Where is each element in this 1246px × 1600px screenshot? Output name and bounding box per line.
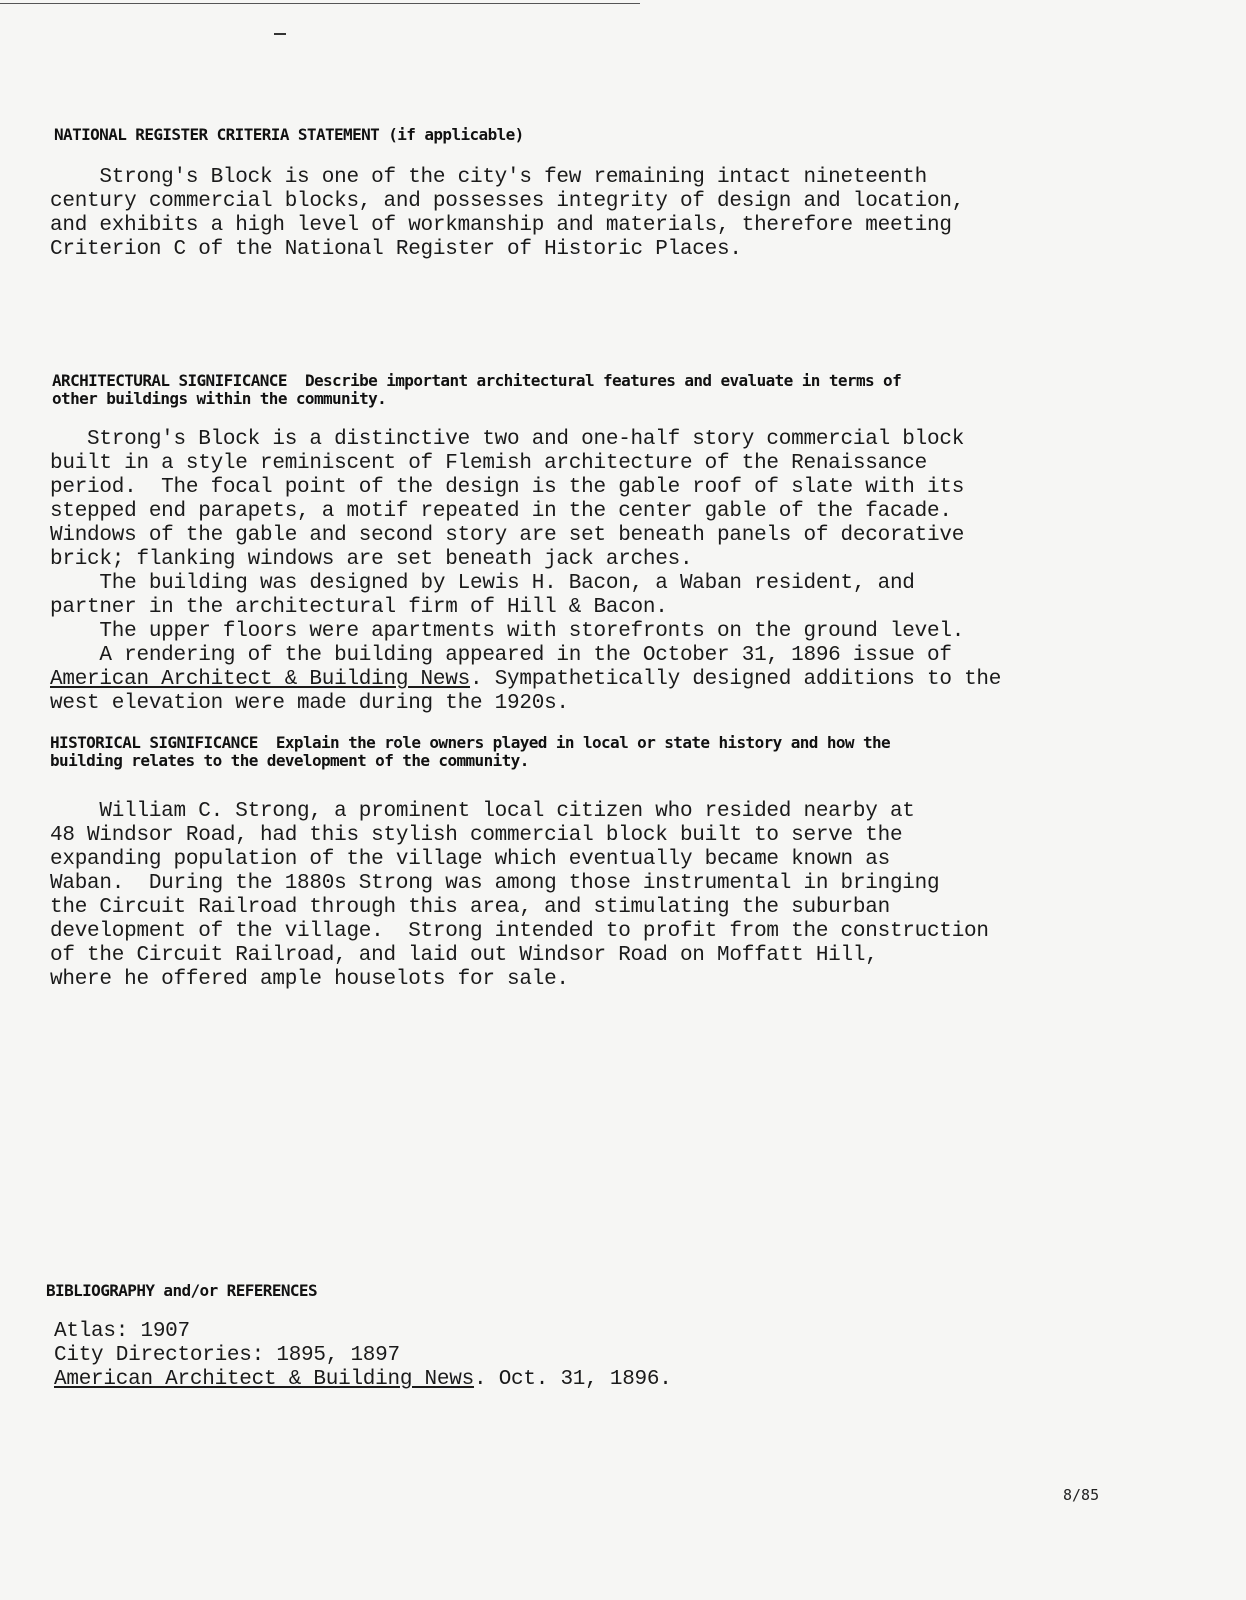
criteria-line: and exhibits a high level of workmanship and materials, therefore meeting [50, 214, 952, 237]
criteria-line: Criterion C of the National Register of Historic Places. [50, 238, 742, 261]
architectural-heading: ARCHITECTURAL SIGNIFICANCE [52, 371, 287, 390]
architectural-line: The upper floors were apartments with storefronts on the ground level. [50, 620, 965, 643]
scan-mark [274, 33, 286, 35]
historical-line: William C. Strong, a prominent local citizen who resided nearby at [50, 800, 915, 823]
historical-paragraph [50, 800, 989, 992]
criteria-paragraph [50, 166, 964, 262]
historical-line: Waban. During the 1880s Strong was among those instrumental in bringing [50, 872, 940, 895]
architectural-heading-note-2: other buildings within the community. [52, 389, 387, 408]
bibliography-entry [54, 1368, 672, 1392]
historical-line: 48 Windsor Road, had this stylish commercial block built to serve the [50, 824, 903, 847]
architectural-line: brick; flanking windows are set beneath jack arches. [50, 548, 693, 571]
historical-heading: HISTORICAL SIGNIFICANCE [50, 733, 258, 752]
historical-heading-note-2: building relates to the development of the community. [50, 751, 529, 770]
historical-line: the Circuit Railroad through this area, and stimulating the suburban [50, 896, 890, 919]
historical-line: development of the village. Strong intended to profit from the construction [50, 920, 989, 943]
bibliography-entry: Atlas: 1907 [54, 1320, 190, 1343]
historical-line: of the Circuit Railroad, and laid out Windsor Road on Moffatt Hill, [50, 944, 878, 967]
architectural-line: partner in the architectural firm of Hill & Bacon. [50, 596, 668, 619]
architectural-line: Windows of the gable and second story are set beneath panels of decorative [50, 524, 965, 547]
architectural-heading-note: Describe important architectural features and evaluate in terms of [304, 371, 902, 390]
scan-edge-line [0, 3, 640, 4]
bibliography-entry-rest: . Oct. 31, 1896. [473, 1368, 672, 1391]
historical-heading-note: Explain the role owners played in local or state history and how the [275, 733, 891, 752]
criteria-heading: NATIONAL REGISTER CRITERIA STATEMENT (if applicable) [54, 125, 524, 144]
page-number: 8/85 [1063, 1486, 1100, 1504]
architectural-paragraph [50, 428, 1001, 716]
architectural-line-11 [50, 668, 1001, 692]
architectural-line: stepped end parapets, a motif repeated in the center gable of the facade. [50, 500, 952, 523]
historical-line: expanding population of the village which eventually became known as [50, 848, 890, 871]
bibliography-heading: BIBLIOGRAPHY and/or REFERENCES [46, 1281, 317, 1300]
architectural-line: Strong's Block is a distinctive two and one-half story commercial block [50, 428, 965, 451]
criteria-line: century commercial blocks, and possesses integrity of design and location, [50, 190, 965, 213]
architectural-line: built in a style reminiscent of Flemish architecture of the Renaissance [50, 452, 927, 475]
architectural-line: period. The focal point of the design is the gable roof of slate with its [50, 476, 965, 499]
architectural-line: The building was designed by Lewis H. Bacon, a Waban resident, and [50, 572, 915, 595]
bibliography-entry: City Directories: 1895, 1897 [54, 1344, 400, 1367]
architectural-line: A rendering of the building appeared in the October 31, 1896 issue of [50, 644, 952, 667]
criteria-line: Strong's Block is one of the city's few remaining intact nineteenth [50, 166, 927, 189]
historical-heading-block [50, 734, 890, 752]
architectural-heading-block [52, 372, 901, 390]
bibliography-list [54, 1320, 672, 1392]
publication-title: American Architect & Building News [50, 668, 470, 691]
historical-line: where he offered ample houselots for sale. [50, 968, 569, 991]
architectural-line: west elevation were made during the 1920s. [50, 692, 569, 715]
architectural-line-11-rest: . Sympathetically designed additions to the [469, 668, 1002, 691]
publication-title: American Architect & Building News [54, 1368, 474, 1391]
